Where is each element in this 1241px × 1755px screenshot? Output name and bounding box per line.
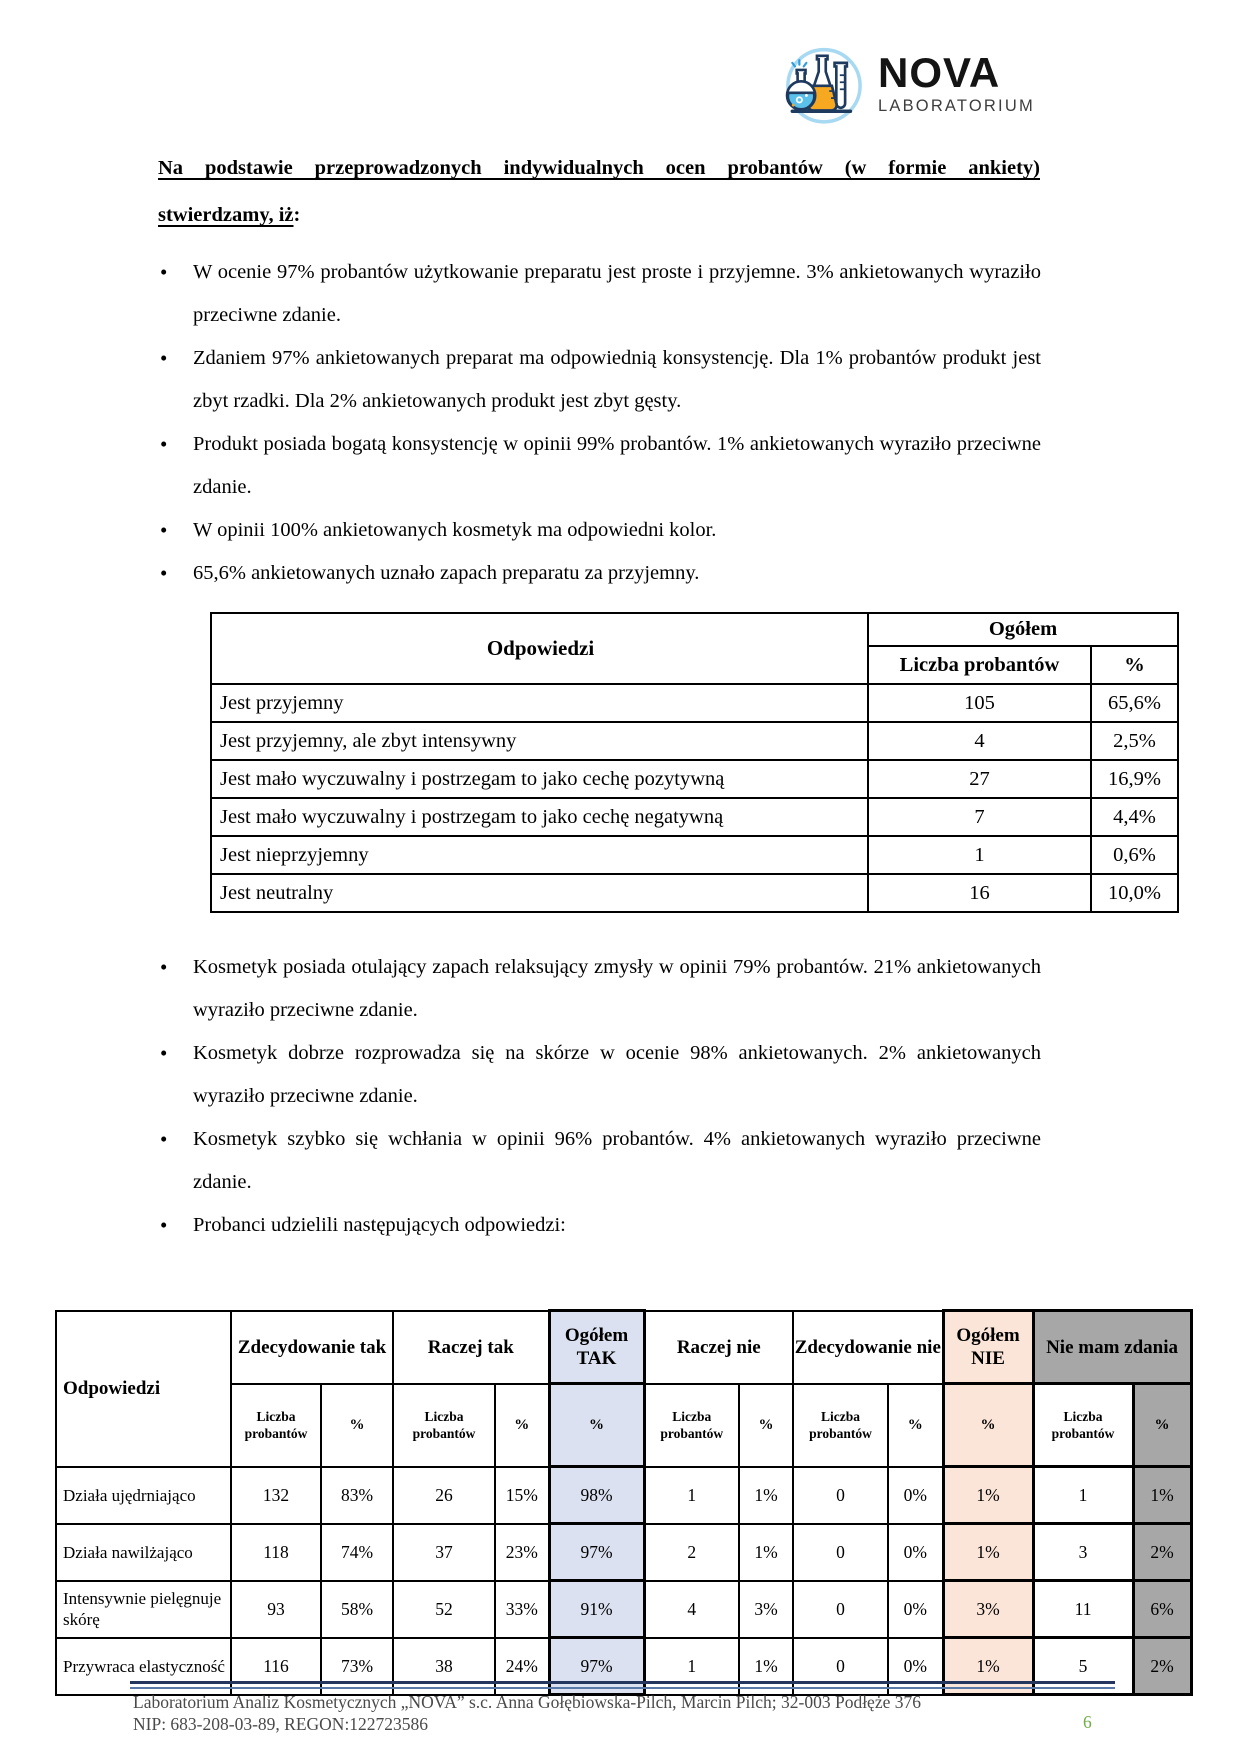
- value-cell: 1: [644, 1638, 739, 1695]
- nova-logo: [778, 40, 1035, 128]
- column-group-ogolem-tak: Ogółem TAK: [549, 1311, 644, 1384]
- nova-lab-flask-icon: [778, 40, 870, 128]
- bullet-icon: •: [160, 346, 168, 370]
- value-cell: 83%: [321, 1467, 393, 1524]
- bullet-icon: •: [160, 561, 168, 585]
- row-label-cell: Przywraca elastyczność: [56, 1638, 231, 1695]
- table-row: [211, 836, 1178, 874]
- table-row: [56, 1467, 1191, 1524]
- value-cell: 3: [1033, 1524, 1133, 1581]
- row-label-cell: Jest mało wyczuwalny i postrzegam to jako cechę pozytywną: [211, 760, 868, 798]
- value-cell-nie-mam-zdania: 2%: [1133, 1638, 1191, 1695]
- logo-brand: NOVA: [878, 49, 1001, 96]
- value-cell: 116: [231, 1638, 321, 1695]
- count-cell: 1: [868, 836, 1091, 874]
- value-cell-ogolem-nie: 1%: [943, 1467, 1033, 1524]
- value-cell-nie-mam-zdania: 2%: [1133, 1524, 1191, 1581]
- footer-company-line: Laboratorium Analiz Kosmetycznych „NOVA” s.c. Anna Gołębiowska-Pilch, Marcin Pilch; 32-003 Podłęże 376: [133, 1692, 921, 1712]
- logo-subtitle: LABORATORIUM: [878, 97, 1035, 115]
- value-cell: 3%: [739, 1581, 793, 1638]
- column-header-liczba-probantow: Liczba probantów: [1033, 1384, 1133, 1467]
- bullet-icon: •: [160, 260, 168, 284]
- percent-cell: 4,4%: [1091, 798, 1178, 836]
- table-row: [56, 1524, 1191, 1581]
- value-cell: 118: [231, 1524, 321, 1581]
- count-cell: 4: [868, 722, 1091, 760]
- row-label-cell: Jest neutralny: [211, 874, 868, 912]
- list-item: [160, 1204, 1041, 1247]
- value-cell: 37: [393, 1524, 495, 1581]
- value-cell: 11: [1033, 1581, 1133, 1638]
- footer-rule: [130, 1681, 1115, 1689]
- column-group-raczej-tak: Raczej tak: [393, 1311, 549, 1384]
- value-cell: 1%: [739, 1467, 793, 1524]
- column-header-percent: %: [739, 1384, 793, 1467]
- column-header-liczba-probantow: Liczba probantów: [231, 1384, 321, 1467]
- page-title-line2: [158, 192, 1040, 239]
- row-label-cell: Działa nawilżająco: [56, 1524, 231, 1581]
- column-group-zdecydowanie-nie: Zdecydowanie nie: [793, 1311, 943, 1384]
- footer: [133, 1691, 1093, 1735]
- value-cell: 0%: [888, 1581, 943, 1638]
- value-cell: 0%: [888, 1638, 943, 1695]
- effects-survey-table: [55, 1309, 1193, 1696]
- value-cell: 74%: [321, 1524, 393, 1581]
- bullet-icon: •: [160, 432, 168, 456]
- row-label-cell: Intensywnie pielęgnuje skórę: [56, 1581, 231, 1638]
- value-cell-ogolem-tak: 97%: [549, 1524, 644, 1581]
- row-label-cell: Jest przyjemny: [211, 684, 868, 722]
- row-label-cell: Jest mało wyczuwalny i postrzegam to jako cechę negatywną: [211, 798, 868, 836]
- count-cell: 16: [868, 874, 1091, 912]
- row-label-cell: Działa ujędrniająco: [56, 1467, 231, 1524]
- bullet-text: Zdaniem 97% ankietowanych preparat ma odpowiednią konsystencję. Dla 1% probantów produkt jest zbyt rzadki. Dla 2% ankietowanych produkt jest zbyt gęsty.: [193, 347, 1041, 412]
- value-cell: 0%: [888, 1524, 943, 1581]
- value-cell: 0: [793, 1467, 888, 1524]
- page-title-line2-text: stwierdzamy, iż: [158, 204, 294, 226]
- table-row: [211, 874, 1178, 912]
- column-header-percent-nie-mam-zdania: %: [1133, 1384, 1191, 1467]
- column-header-percent: %: [1091, 646, 1178, 684]
- list-item: [160, 251, 1041, 337]
- page-title: [158, 145, 1040, 239]
- count-cell: 7: [868, 798, 1091, 836]
- bullet-list-top: [160, 251, 1041, 595]
- value-cell-ogolem-tak: 98%: [549, 1467, 644, 1524]
- bullet-text: Produkt posiada bogatą konsystencję w opinii 99% probantów. 1% ankietowanych wyraziło przeciwne zdanie.: [193, 433, 1041, 498]
- value-cell: 23%: [495, 1524, 549, 1581]
- bullet-text: Kosmetyk szybko się wchłania w opinii 96% probantów. 4% ankietowanych wyraziło przeciwne zdanie.: [193, 1128, 1041, 1193]
- column-header-percent-ogolem-nie: %: [943, 1384, 1033, 1467]
- percent-cell: 10,0%: [1091, 874, 1178, 912]
- column-header-odpowiedzi: Odpowiedzi: [211, 613, 868, 684]
- table-header-row: [56, 1311, 1191, 1384]
- column-header-percent: %: [888, 1384, 943, 1467]
- column-header-liczba-probantow: Liczba probantów: [644, 1384, 739, 1467]
- column-header-percent: %: [321, 1384, 393, 1467]
- list-item: [160, 946, 1041, 1032]
- column-header-odpowiedzi: Odpowiedzi: [56, 1311, 231, 1467]
- bullet-icon: •: [160, 955, 168, 979]
- percent-cell: 65,6%: [1091, 684, 1178, 722]
- value-cell: 58%: [321, 1581, 393, 1638]
- value-cell: 73%: [321, 1638, 393, 1695]
- bullet-icon: •: [160, 1213, 168, 1237]
- list-item: [160, 1032, 1041, 1118]
- list-item: [160, 337, 1041, 423]
- count-cell: 27: [868, 760, 1091, 798]
- count-cell: 105: [868, 684, 1091, 722]
- logo-text: [878, 49, 1035, 116]
- value-cell-ogolem-tak: 91%: [549, 1581, 644, 1638]
- value-cell-ogolem-nie: 1%: [943, 1638, 1033, 1695]
- value-cell: 0%: [888, 1467, 943, 1524]
- smell-survey-table: [210, 612, 1179, 913]
- row-label-cell: Jest przyjemny, ale zbyt intensywny: [211, 722, 868, 760]
- page-title-line1-text: Na podstawie przeprowadzonych indywidualnych ocen probantów (w formie ankiety): [158, 157, 1040, 179]
- value-cell: 1%: [739, 1638, 793, 1695]
- column-group-zdecydowanie-tak: Zdecydowanie tak: [231, 1311, 393, 1384]
- value-cell: 15%: [495, 1467, 549, 1524]
- table-row: [211, 722, 1178, 760]
- bullet-text: 65,6% ankietowanych uznało zapach preparatu za przyjemny.: [193, 562, 700, 584]
- value-cell-ogolem-nie: 3%: [943, 1581, 1033, 1638]
- column-header-liczba-probantow: Liczba probantów: [868, 646, 1091, 684]
- list-item: [160, 552, 1041, 595]
- bullet-text: Probanci udzielili następujących odpowiedzi:: [193, 1214, 566, 1236]
- page-title-colon: :: [293, 204, 301, 226]
- table-row: [56, 1581, 1191, 1638]
- percent-cell: 16,9%: [1091, 760, 1178, 798]
- row-label-cell: Jest nieprzyjemny: [211, 836, 868, 874]
- value-cell: 1: [1033, 1467, 1133, 1524]
- table-header-row: [211, 613, 1178, 646]
- value-cell: 26: [393, 1467, 495, 1524]
- list-item: [160, 423, 1041, 509]
- percent-cell: 2,5%: [1091, 722, 1178, 760]
- value-cell: 38: [393, 1638, 495, 1695]
- bullet-icon: •: [160, 1127, 168, 1151]
- value-cell: 93: [231, 1581, 321, 1638]
- bullet-icon: •: [160, 1041, 168, 1065]
- value-cell-nie-mam-zdania: 6%: [1133, 1581, 1191, 1638]
- table-row: [211, 684, 1178, 722]
- value-cell: 52: [393, 1581, 495, 1638]
- value-cell: 33%: [495, 1581, 549, 1638]
- page-title-line1: [158, 145, 1040, 192]
- bullet-text: W opinii 100% ankietowanych kosmetyk ma odpowiedni kolor.: [193, 519, 717, 541]
- value-cell: 132: [231, 1467, 321, 1524]
- value-cell: 0: [793, 1581, 888, 1638]
- table-row: [211, 760, 1178, 798]
- bullet-text: Kosmetyk posiada otulający zapach relaksujący zmysły w opinii 79% probantów. 21% ankietowanych wyraziło przeciwne zdanie.: [193, 956, 1041, 1021]
- value-cell: 0: [793, 1638, 888, 1695]
- value-cell-nie-mam-zdania: 1%: [1133, 1467, 1191, 1524]
- value-cell: 0: [793, 1524, 888, 1581]
- value-cell: 5: [1033, 1638, 1133, 1695]
- table-row: [211, 798, 1178, 836]
- bullet-text: W ocenie 97% probantów użytkowanie preparatu jest proste i przyjemne. 3% ankietowanych wyraziło przeciwne zdanie.: [193, 261, 1041, 326]
- value-cell-ogolem-nie: 1%: [943, 1524, 1033, 1581]
- bullet-icon: •: [160, 518, 168, 542]
- bullet-text: Kosmetyk dobrze rozprowadza się na skórze w ocenie 98% ankietowanych. 2% ankietowanych wyraziło przeciwne zdanie.: [193, 1042, 1041, 1107]
- value-cell: 24%: [495, 1638, 549, 1695]
- column-group-raczej-nie: Raczej nie: [644, 1311, 793, 1384]
- value-cell: 2: [644, 1524, 739, 1581]
- bullet-list-bottom: [160, 946, 1041, 1247]
- percent-cell: 0,6%: [1091, 836, 1178, 874]
- column-header-liczba-probantow: Liczba probantów: [393, 1384, 495, 1467]
- value-cell: 1: [644, 1467, 739, 1524]
- footer-nip-line: NIP: 683-208-03-89, REGON:122723586: [133, 1714, 429, 1734]
- value-cell-ogolem-tak: 97%: [549, 1638, 644, 1695]
- column-group-nie-mam-zdania: Nie mam zdania: [1033, 1311, 1191, 1384]
- column-group-ogolem-nie: Ogółem NIE: [943, 1311, 1033, 1384]
- column-header-percent-ogolem-tak: %: [549, 1384, 644, 1467]
- value-cell: 4: [644, 1581, 739, 1638]
- list-item: [160, 509, 1041, 552]
- column-header-percent: %: [495, 1384, 549, 1467]
- list-item: [160, 1118, 1041, 1204]
- column-group-ogolem: Ogółem: [868, 613, 1178, 646]
- value-cell: 1%: [739, 1524, 793, 1581]
- page-number: 6: [1083, 1712, 1092, 1732]
- column-header-liczba-probantow: Liczba probantów: [793, 1384, 888, 1467]
